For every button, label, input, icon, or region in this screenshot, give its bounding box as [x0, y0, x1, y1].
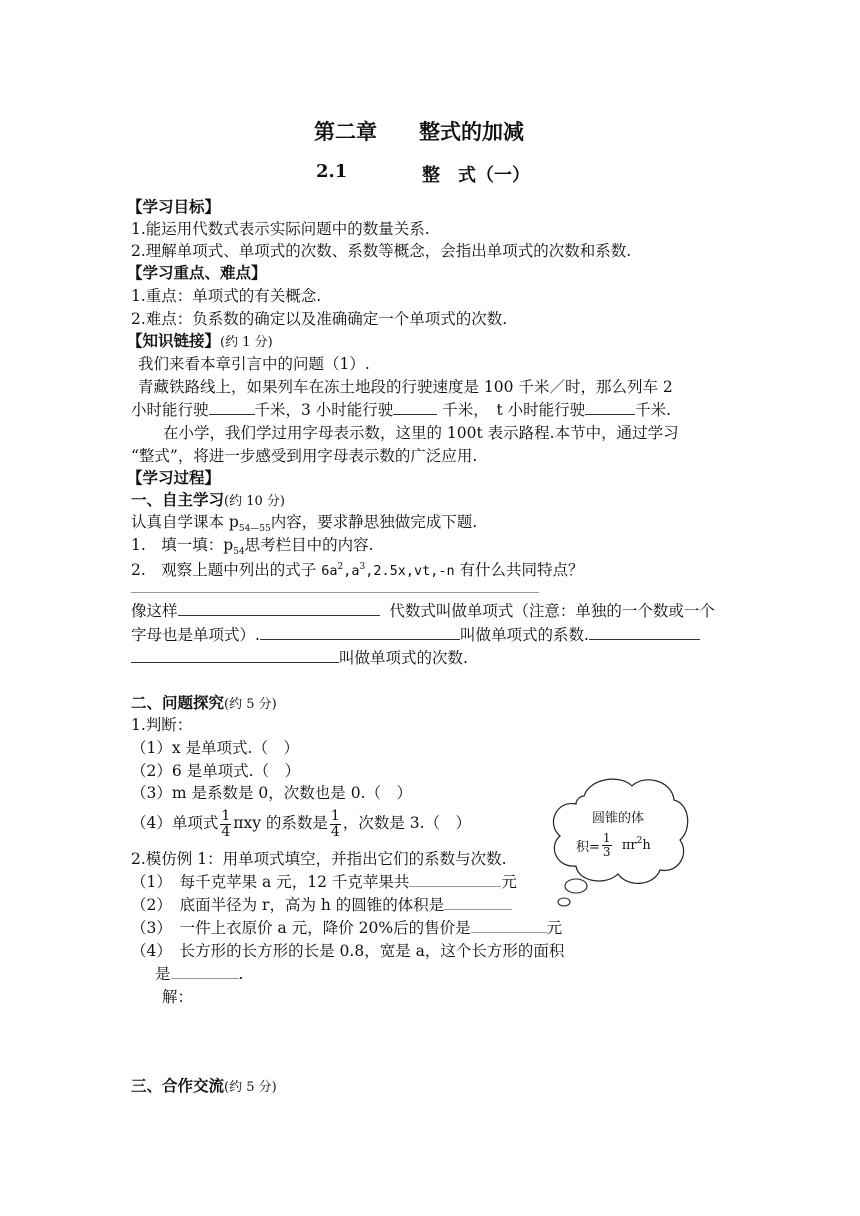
part1-line-3b: 有什么共同特点？: [454, 561, 584, 580]
cloud-line-2a: 积=: [576, 840, 600, 855]
link-line-3c: 千米， t 小时能行驶: [442, 401, 586, 419]
cloud-line-2c: h: [642, 838, 651, 853]
part2-time: (约 5 分): [224, 697, 277, 712]
frac-num: 1: [221, 807, 231, 824]
page-number: 54: [233, 547, 245, 558]
blank-price: [471, 918, 547, 933]
part1-line-5: [131, 625, 700, 645]
part1-line-2b: 思考栏目中的内容.: [244, 536, 374, 554]
frac-num: 1: [330, 807, 340, 824]
part3-heading: 三、合作交流: [131, 1076, 225, 1095]
key-2: 2.难点：负系数的确定以及准确确定一个单项式的次数.: [131, 310, 508, 328]
judge-3: （3）m 是系数是 0，次数也是 0.（ ）: [131, 784, 412, 802]
judge-4a: （4）单项式: [131, 814, 219, 832]
model-5a: 是: [155, 965, 171, 983]
blank-like-this: [178, 601, 380, 616]
part3-time: (约 5 分): [224, 1080, 277, 1095]
link-line-3: [131, 400, 671, 420]
part1-line-3a: 2. 观察上题中列出的式子: [131, 561, 322, 580]
exp-1: 2: [337, 562, 344, 572]
link-heading: 【知识链接】: [127, 331, 221, 350]
cloud-bubble-large: [565, 879, 587, 893]
part1-line-5a: 字母也是单项式）.: [131, 626, 260, 644]
part1-line-4: [131, 601, 715, 621]
part1-line-5b: 叫做单项式的系数.: [459, 626, 589, 644]
goal-1: 1.能运用代数式表示实际问题中的数量关系.: [131, 220, 430, 238]
model-3a: （3） 一件上衣原价 a 元，降价 20%后的售价是: [131, 919, 471, 937]
part1-line-6: [131, 648, 468, 668]
blank-cone: [444, 895, 512, 910]
process-heading: 【学习过程】: [127, 468, 221, 487]
model-1a: （1） 每千克苹果 a 元，12 千克苹果共: [131, 873, 410, 891]
fraction-quarter-2: [330, 809, 341, 840]
model-label: 2.模仿例 1：用单项式填空，并指出它们的系数与次数.: [131, 850, 507, 868]
part2-heading-line: [131, 693, 277, 715]
model-2: [131, 895, 512, 915]
blank-area: [171, 964, 239, 979]
model-5: [155, 964, 243, 984]
part1-line-6b: 叫做单项式的次数.: [339, 649, 468, 667]
model-1b: 元: [501, 873, 517, 891]
expr-6a: 6a: [321, 563, 338, 580]
cloud-line-1: 圆锥的体: [592, 811, 645, 826]
expr-rest: ,2.5x,vt,-n: [365, 563, 455, 580]
part1-line-1b: 内容，要求静思独做完成下题.: [270, 513, 478, 531]
key-1: 1.重点：单项式的有关概念.: [131, 287, 322, 305]
part1-heading-line: [131, 490, 285, 512]
judge-4: [131, 806, 471, 840]
cloud-line-2: [576, 832, 651, 859]
fraction-quarter-1: [220, 809, 231, 840]
frac-num: 1: [602, 831, 611, 845]
blank-coefficient: [260, 625, 460, 640]
blank-3-hours: [393, 400, 437, 415]
link-time: (约 1 分): [220, 335, 273, 350]
judge-4c: ，次数是 3.（ ）: [342, 814, 472, 832]
part1-time: (约 10 分): [224, 494, 285, 509]
part2-heading: 二、问题探究: [131, 693, 225, 712]
solve-label: 解：: [162, 988, 194, 1006]
judge-4b: πxy 的系数是: [233, 814, 328, 832]
link-line-3a: 小时能行驶: [131, 401, 209, 419]
part1-line-1a: 认真自学课本 p: [131, 513, 239, 531]
model-1: [131, 872, 517, 892]
chapter-title: 第二章 整式的加减: [314, 119, 524, 144]
frac-den: 4: [330, 823, 340, 840]
link-line-4: 在小学，我们学过用字母表示数，这里的 100t 表示路程.本节中，通过学习: [163, 424, 679, 442]
goals-heading: 【学习目标】: [127, 197, 221, 216]
judge-2: （2）6 是单项式.（ ）: [131, 762, 301, 780]
blank-degree: [131, 648, 339, 663]
part1-line-4b: 代数式叫做单项式（注意：单独的一个数或一个: [389, 602, 715, 620]
link-line-3b: 千米，3 小时能行驶: [254, 401, 394, 419]
link-line-2: 青藏铁路线上，如果列车在冻土地段的行驶速度是 100 千米／时，那么列车 2: [138, 378, 673, 396]
blank-t-hours: [585, 400, 635, 415]
exp-2: 3: [359, 562, 366, 572]
model-3b: 元: [546, 919, 563, 937]
cloud-exp: 2: [636, 835, 643, 846]
part3-heading-line: [131, 1076, 277, 1098]
frac-den: 4: [221, 823, 231, 840]
frac-den: 3: [602, 845, 611, 859]
blank-apples: [409, 872, 501, 887]
blank-degree-start: [589, 625, 700, 640]
blank-2-hours: [209, 400, 255, 415]
link-line-3d: 千米.: [635, 401, 672, 419]
judge-1: （1）x 是单项式.（ ）: [131, 739, 299, 757]
link-line-1: 我们来看本章引言中的问题（1）.: [138, 355, 370, 373]
model-4: （4） 长方形的长方形的长是 0.8，宽是 a，这个长方形的面积: [131, 942, 565, 960]
model-2a: （2） 底面半径为 r，高为 h 的圆锥的体积是: [131, 896, 445, 914]
goal-2: 2.理解单项式、单项式的次数、系数等概念，会指出单项式的次数和系数.: [131, 242, 632, 260]
link-heading-line: [127, 331, 273, 353]
part1-line-4a: 像这样: [131, 602, 178, 620]
page-range: 54—55: [238, 524, 271, 535]
part1-line-2a: 1. 填一填：p: [131, 536, 234, 554]
judge-label: 1.判断：: [131, 716, 193, 734]
section-number: 2.1: [316, 161, 348, 182]
link-line-5: “整式”，将进一步感受到用字母表示数的广泛应用.: [131, 447, 478, 465]
expr-a: ,a: [343, 563, 360, 580]
part1-heading: 一、自主学习: [131, 490, 225, 509]
section-name: 整 式（一）: [422, 165, 530, 186]
model-3: [131, 918, 562, 938]
model-5b: .: [238, 965, 244, 983]
cloud-line-2b: πr: [621, 838, 637, 853]
part1-line-3: [131, 557, 584, 581]
key-heading: 【学习重点、难点】: [127, 263, 267, 282]
cloud-bubble-small: [558, 898, 570, 906]
answer-line: [131, 592, 539, 593]
fraction-third: [602, 832, 612, 859]
